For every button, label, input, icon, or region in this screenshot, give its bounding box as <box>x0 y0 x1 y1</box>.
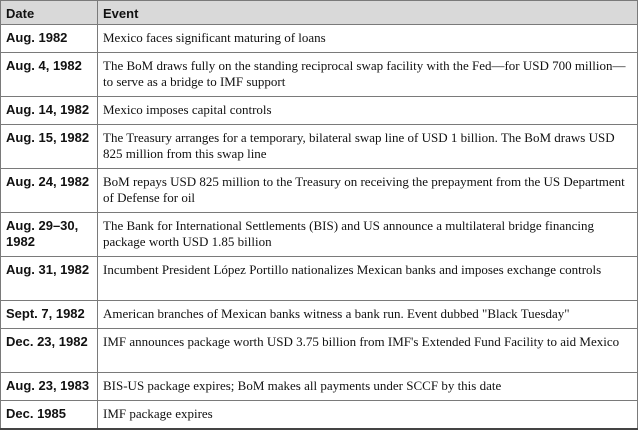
date-cell: Aug. 29–30, 1982 <box>1 213 98 257</box>
date-cell: Sept. 7, 1982 <box>1 301 98 329</box>
table-row <box>1 301 638 329</box>
table-row <box>1 25 638 53</box>
table-row <box>1 169 638 213</box>
date-cell: Aug. 1982 <box>1 25 98 53</box>
date-cell: Aug. 24, 1982 <box>1 169 98 213</box>
table-row <box>1 329 638 373</box>
event-cell: BIS-US package expires; BoM makes all payments under SCCF by this date <box>98 373 638 401</box>
date-cell: Aug. 31, 1982 <box>1 257 98 301</box>
table-row <box>1 53 638 97</box>
header-row <box>1 1 638 25</box>
event-cell: BoM repays USD 825 million to the Treasury on receiving the prepayment from the US Department of Defense for oil <box>98 169 638 213</box>
date-cell: Aug. 15, 1982 <box>1 125 98 169</box>
table-row <box>1 401 638 429</box>
date-cell: Aug. 23, 1983 <box>1 373 98 401</box>
event-cell: Mexico imposes capital controls <box>98 97 638 125</box>
event-cell: IMF package expires <box>98 401 638 429</box>
date-cell: Dec. 23, 1982 <box>1 329 98 373</box>
event-cell: The Bank for International Settlements (BIS) and US announce a multilateral bridge financing package worth USD 1.85 billion <box>98 213 638 257</box>
event-column-header: Event <box>98 1 638 25</box>
table-row <box>1 257 638 301</box>
event-cell: Mexico faces significant maturing of loans <box>98 25 638 53</box>
date-cell: Aug. 4, 1982 <box>1 53 98 97</box>
date-column-header: Date <box>1 1 98 25</box>
event-cell: IMF announces package worth USD 3.75 billion from IMF's Extended Fund Facility to aid Mexico <box>98 329 638 373</box>
event-cell: The Treasury arranges for a temporary, bilateral swap line of USD 1 billion. The BoM draws USD 825 million from this swap line <box>98 125 638 169</box>
table-row <box>1 373 638 401</box>
table-row <box>1 213 638 257</box>
event-cell: American branches of Mexican banks witness a bank run. Event dubbed "Black Tuesday" <box>98 301 638 329</box>
date-cell: Aug. 14, 1982 <box>1 97 98 125</box>
table-row <box>1 125 638 169</box>
event-cell: The BoM draws fully on the standing reciprocal swap facility with the Fed—for USD 700 million—to serve as a bridge to IMF support <box>98 53 638 97</box>
date-cell: Dec. 1985 <box>1 401 98 429</box>
table-row <box>1 97 638 125</box>
event-cell: Incumbent President López Portillo nationalizes Mexican banks and imposes exchange controls <box>98 257 638 301</box>
